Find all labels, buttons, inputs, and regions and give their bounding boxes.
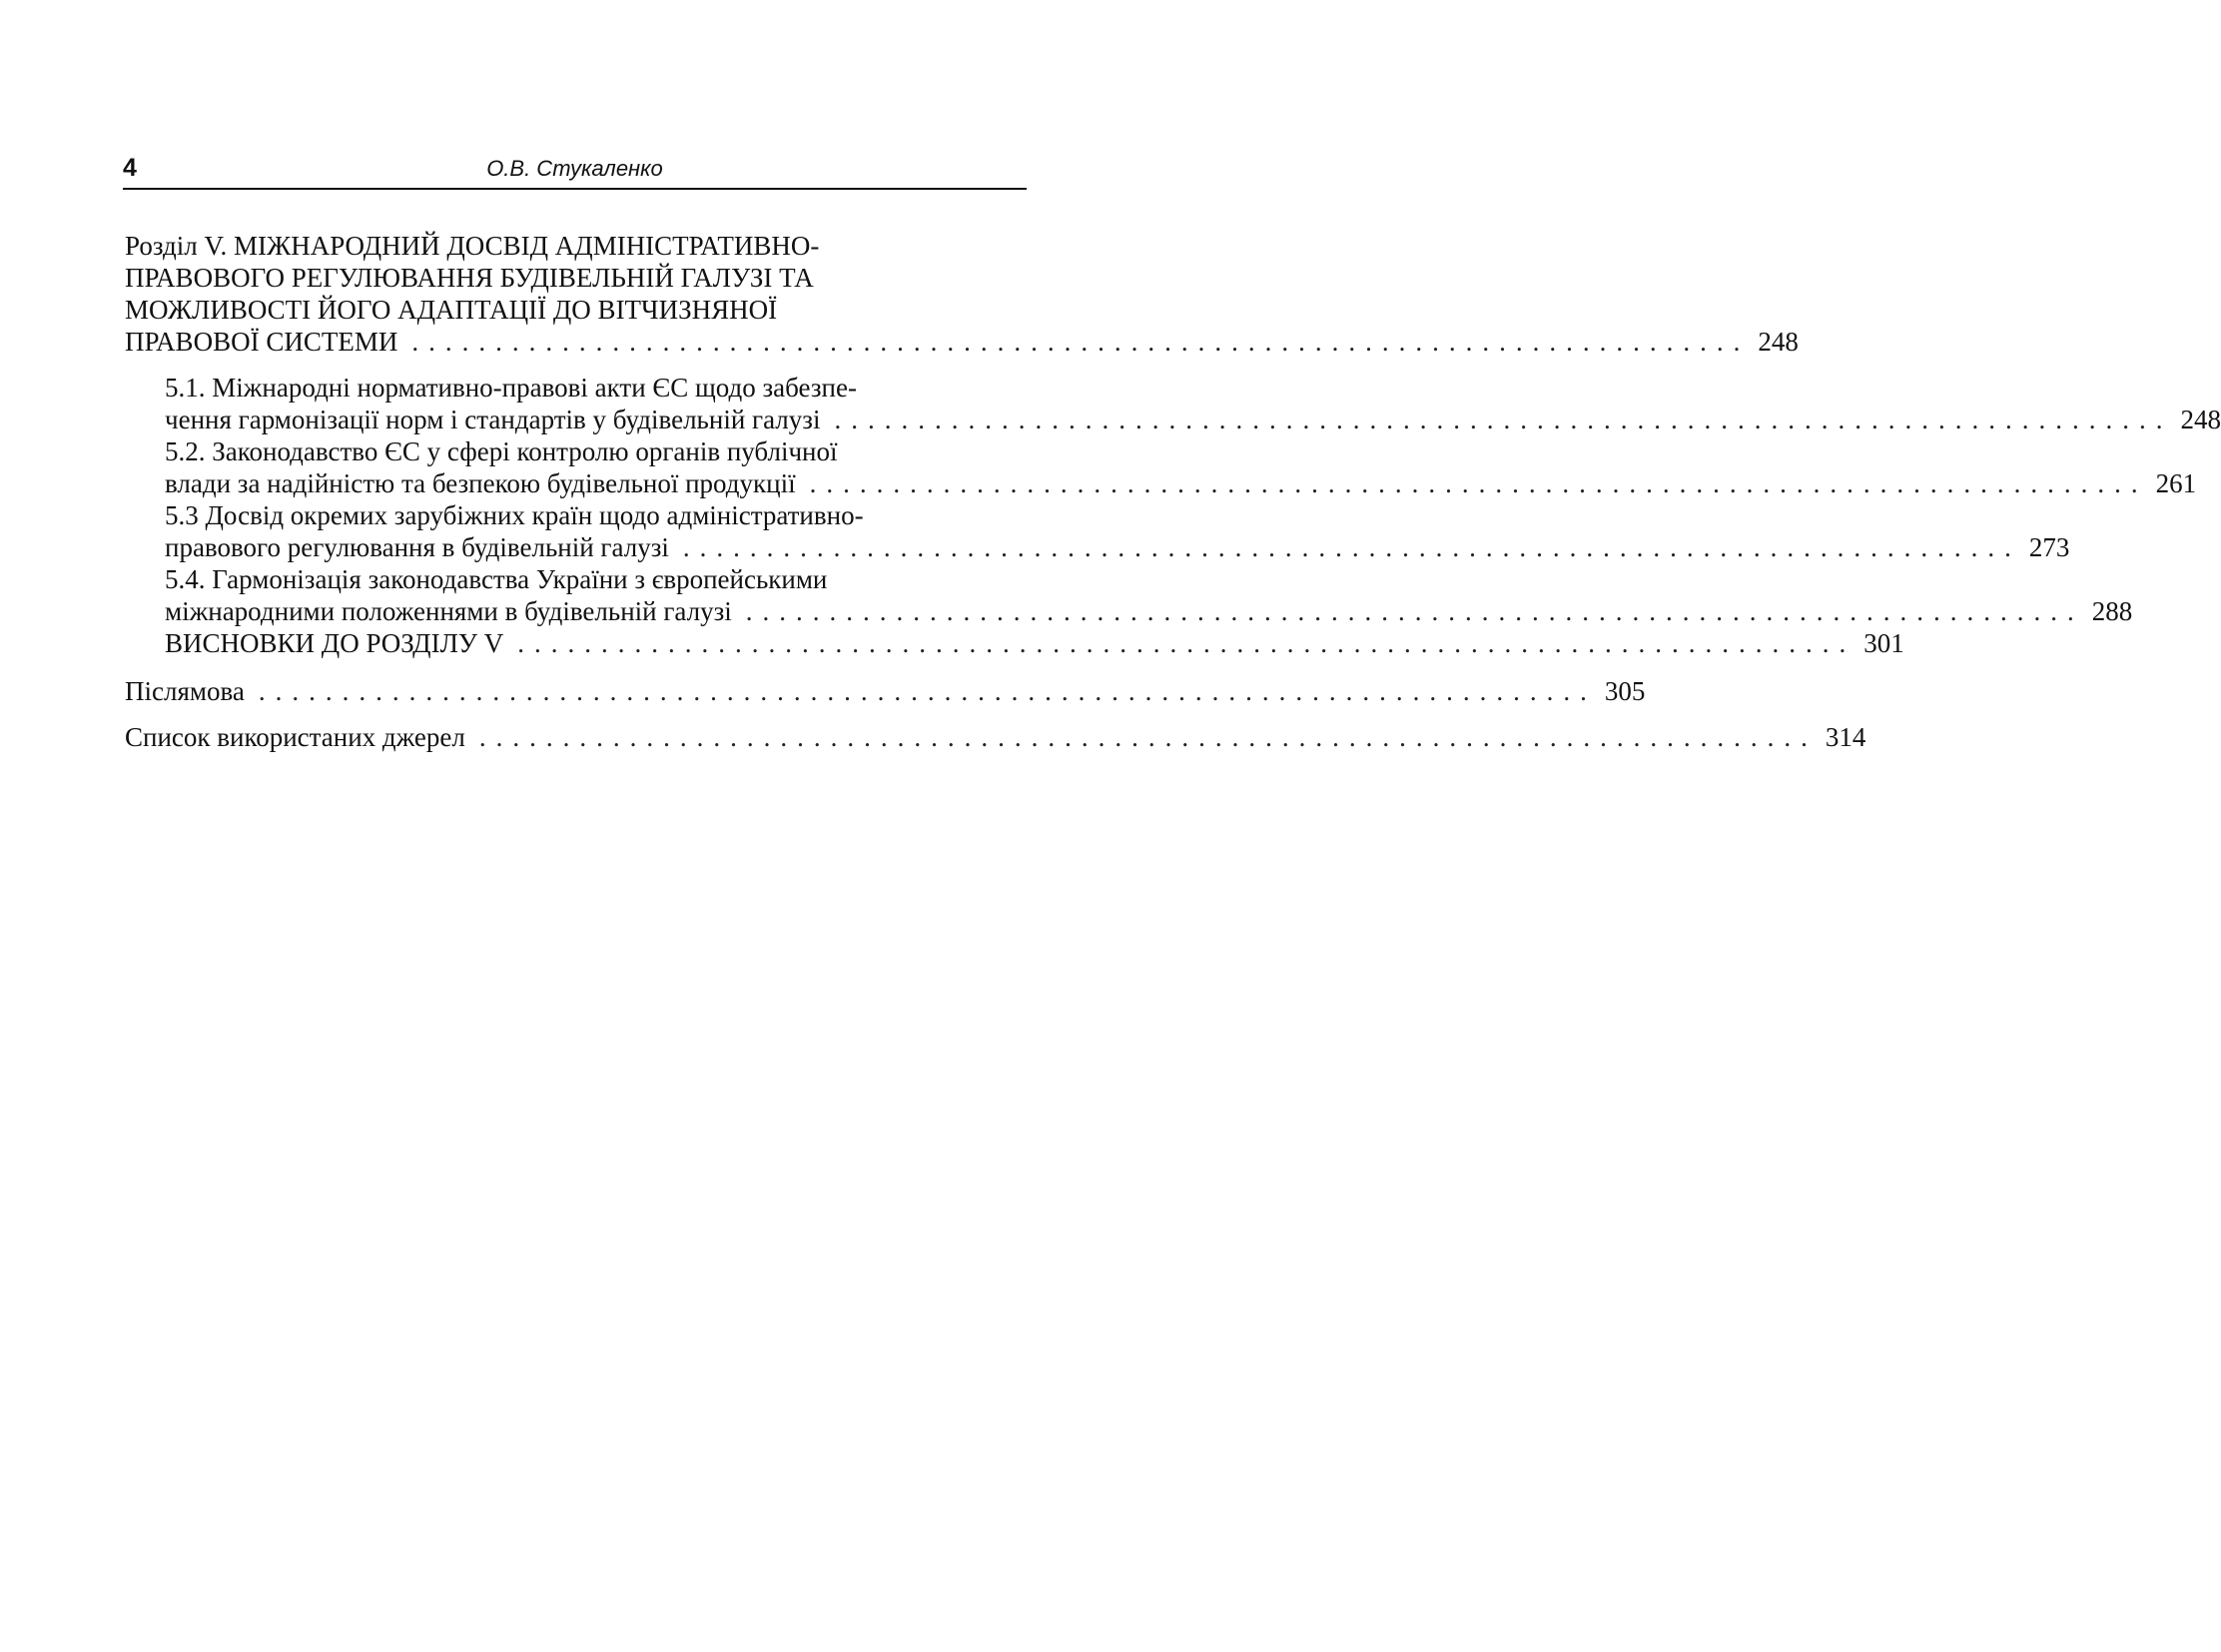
toc-page-number: 288 — [2091, 596, 2133, 626]
dot-leader: ................................................................................ — [834, 405, 2173, 434]
running-header — [123, 153, 1027, 189]
toc-entry-last-line — [165, 595, 2133, 627]
dot-leader: ................................................................................ — [809, 468, 2148, 498]
toc-entry-text: Післямова — [125, 676, 245, 706]
toc-page-number: 248 — [2180, 405, 2221, 434]
toc-entry-line: ПРАВОВОГО РЕГУЛЮВАННЯ БУДІВЕЛЬНІЙ ГАЛУЗІ ТА — [125, 263, 814, 293]
table-of-contents — [125, 230, 2221, 753]
dot-leader: ................................................................................ — [478, 722, 1818, 752]
toc-page-number: 314 — [1825, 722, 1866, 752]
header-rule — [123, 188, 1027, 190]
toc-entry-text: міжнародними положеннями в будівельній галузі — [165, 596, 732, 626]
toc-entry-5-3[interactable] — [125, 499, 2070, 563]
header-author: О.В. Стукаленко — [486, 156, 663, 181]
toc-page-number: 248 — [1758, 327, 1799, 357]
toc-entry-last-line — [165, 404, 2221, 435]
toc-entry-last-line — [125, 721, 1866, 753]
toc-page-number: 301 — [1863, 628, 1904, 658]
toc-entry-text: чення гармонізації норм і стандартів у будівельній галузі — [165, 405, 821, 434]
toc-entry-line: 5.2. Законодавство ЄС у сфері контролю органів публічної — [165, 436, 838, 466]
toc-entry-5-2[interactable] — [125, 435, 2197, 499]
toc-entry-text: ВИСНОВКИ ДО РОЗДІЛУ V — [165, 628, 504, 658]
toc-page-number: 273 — [2028, 532, 2070, 562]
toc-entry-line: Розділ V. МІЖНАРОДНИЙ ДОСВІД АДМІНІСТРАТИВНО- — [125, 231, 820, 261]
toc-page-number: 261 — [2155, 468, 2197, 498]
dot-leader: ................................................................................ — [411, 327, 1751, 357]
header-page-number: 4 — [123, 154, 137, 182]
toc-entry-line: МОЖЛИВОСТІ ЙОГО АДАПТАЦІЇ ДО ВІТЧИЗНЯНОЇ — [125, 295, 778, 325]
dot-leader: ................................................................................ — [517, 628, 1856, 658]
toc-entry-conclusions-5[interactable] — [125, 627, 1904, 659]
toc-entry-line: 5.4. Гармонізація законодавства України з європейськими — [165, 564, 828, 594]
dot-leader: ................................................................................ — [258, 676, 1597, 706]
spacer — [125, 358, 1024, 372]
toc-page-number: 305 — [1604, 676, 1646, 706]
toc-entry-line: 5.3 Досвід окремих зарубіжних країн щодо адміністративно- — [165, 500, 864, 530]
toc-entry-text: ПРАВОВОЇ СИСТЕМИ — [125, 327, 398, 357]
toc-entry-last-line — [165, 467, 2197, 499]
toc-entry-afterword[interactable] — [125, 675, 1646, 707]
spacer — [125, 659, 1024, 675]
spacer — [125, 707, 1024, 721]
dot-leader: ................................................................................ — [682, 532, 2021, 562]
toc-entry-last-line — [165, 627, 1904, 659]
toc-entry-last-line — [125, 675, 1646, 707]
toc-entry-text: правового регулювання в будівельній галузі — [165, 532, 669, 562]
toc-entry-chapter-5[interactable] — [125, 230, 1799, 358]
toc-entry-references[interactable] — [125, 721, 1866, 753]
dot-leader: ................................................................................ — [745, 596, 2084, 626]
toc-entry-5-4[interactable] — [125, 563, 2133, 627]
toc-entry-text: Список використаних джерел — [125, 722, 465, 752]
toc-entry-5-1[interactable] — [125, 372, 2221, 435]
toc-entry-last-line — [165, 531, 2070, 563]
toc-entry-last-line — [125, 326, 1799, 358]
toc-entry-text: влади за надійністю та безпекою будівельної продукції — [165, 468, 796, 498]
toc-entry-line: 5.1. Міжнародні нормативно-правові акти ЄС щодо забезпе- — [165, 373, 857, 403]
